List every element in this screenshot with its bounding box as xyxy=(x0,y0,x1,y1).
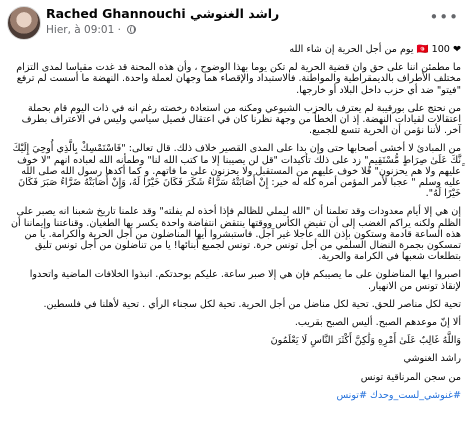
post-paragraph-5: إن هي إلا أيام معدودات وقد تعلمنا أن "الله ليملي للظالم فإذا أخذه لم يفلته" وقد علمنا تاريخ شعبنا انه يصبر على الظلم ولكنه يراكم الغضب إلى أن تفيض الكأس ووقتها ينتقض انتفاضة واحدة يكسر بها الطغيان. وقناعتنا وإيماننا أن هذه الساعة قادمة وستكون بإذن الله عاجلا غير آجل. فاستبشروا أيها المناضلون من أجل الحرية والكرامة. يا من تمسكون بجمرة النضال السلمي من أجل تونس حرة. تونس لجميع أبنائها! يا من تناضلون من أجل تونس تليق بتطلعات شعبها في الكرامة والحرية. xyxy=(11,206,461,263)
author-avatar[interactable] xyxy=(7,6,41,40)
post-paragraph-6: اصبروا ايها المناضلون على ما يصيبكم فإن هي إلا صبر ساعة. عليكم بوحدتكم. انبذوا الخلافات الماضية واتحدوا لإنقاذ تونس من الانهيار. xyxy=(29,269,461,292)
post-paragraph-7: تحية لكل مناصر للحق. تحية لكل مناضل من أجل الحرية. تحية لكل سجناء الرأي . تحية لأهلنا في فلسطين. xyxy=(43,298,461,310)
globe-icon xyxy=(127,25,136,34)
post-meta xyxy=(46,24,136,36)
post-paragraph-2: ما مطمئن اننا على حق وان قضية الحرية لم تكن يوما بهذا الوضوح ، وأن هذه المحنة قد غدت مقياسا لمدى التزام مختلف الأطراف بالديمقراطية والمواطنة. فالاستبداد والإقصاء هما وجهان لعملة واحدة. النهضة ما أسست لم ترفع "فيتو" ضد أي حزب داخل البلاد أو خارجها. xyxy=(16,62,461,96)
post-paragraph-1: ❤ 🇹🇳 100 يوم من أجل الحرية إن شاء الله xyxy=(289,44,461,55)
post-paragraph-4: من المبادئ لا أخشى أصحابها حتى وإن بدا على المدى القصير خلاف ذلك. قال تعالى: "فَاسْتَمْسِكْ بِالَّذِي أُوحِيَ إِلَيْكَ ِِنَّكَ عَلَىٰ صِرَاطٍ مُّسْتَقِيمٍ" زد على ذلك تأكيدات "قل لن يصيبنا إلا ما كتب الله لنا" وطمأنه الله لعباده انهم "لا خوف عليهم ولا هم يحزنون" فلا خوف عليهم من المستقبل ولا يحزنون على ما فاتهم. و كما أكدها رسول الله صلى الله عليه وسلم " عجبا لأمر المؤمن أمره كله له خير: إِنْ أَصَابَتْهُ سَرَّاءُ شَكَرَ فَكَانَ خَيْرًا لَهُ، وَإِنْ أَصَابَتْهُ ضَرَّاءُ صَبَرَ فَكَانَ خَيْرًا لَهُ". xyxy=(12,143,461,200)
signature-place: من سجن المرناقية تونس xyxy=(360,371,461,383)
post-hashtags[interactable]: #غنوشي_لست_وحدك #تونس xyxy=(336,389,461,401)
post-header xyxy=(0,0,467,44)
post-paragraph-3: من نحتج على بورقيبة لم يعترف بالحزب الشيوعي ومكنه من استعادة رخصته رغم انه في ذات اليوم قام بحملة اعتقالات لقيادات النهضة. إذ ان الخطأ من وجهة نظرنا كان في اعتقال فصيل سياسي وليس في الاعتراف بطرف آخر. لأننا نؤمن أن الحرية تتسع للجميع. xyxy=(21,102,461,137)
author-name[interactable]: Rached Ghannouchi راشد الغنوشي xyxy=(46,6,280,21)
post-quran-verse: وَاللَّهُ غَالِبٌ عَلَىٰ أَمْرِهِ وَلَٰكِنَّ أَكْثَرَ النَّاسِ لَا يَعْلَمُونَ xyxy=(270,335,461,347)
signature-name: راشد الغنوشي xyxy=(403,353,461,365)
post-body xyxy=(8,44,461,408)
post-closing-line: ألا إنّ موعدهم الصبح. أليس الصبح بقريب. xyxy=(294,317,461,329)
post-timestamp[interactable]: Hier, à 09:01 · xyxy=(46,24,121,36)
more-options-icon[interactable]: ••• xyxy=(429,8,459,26)
